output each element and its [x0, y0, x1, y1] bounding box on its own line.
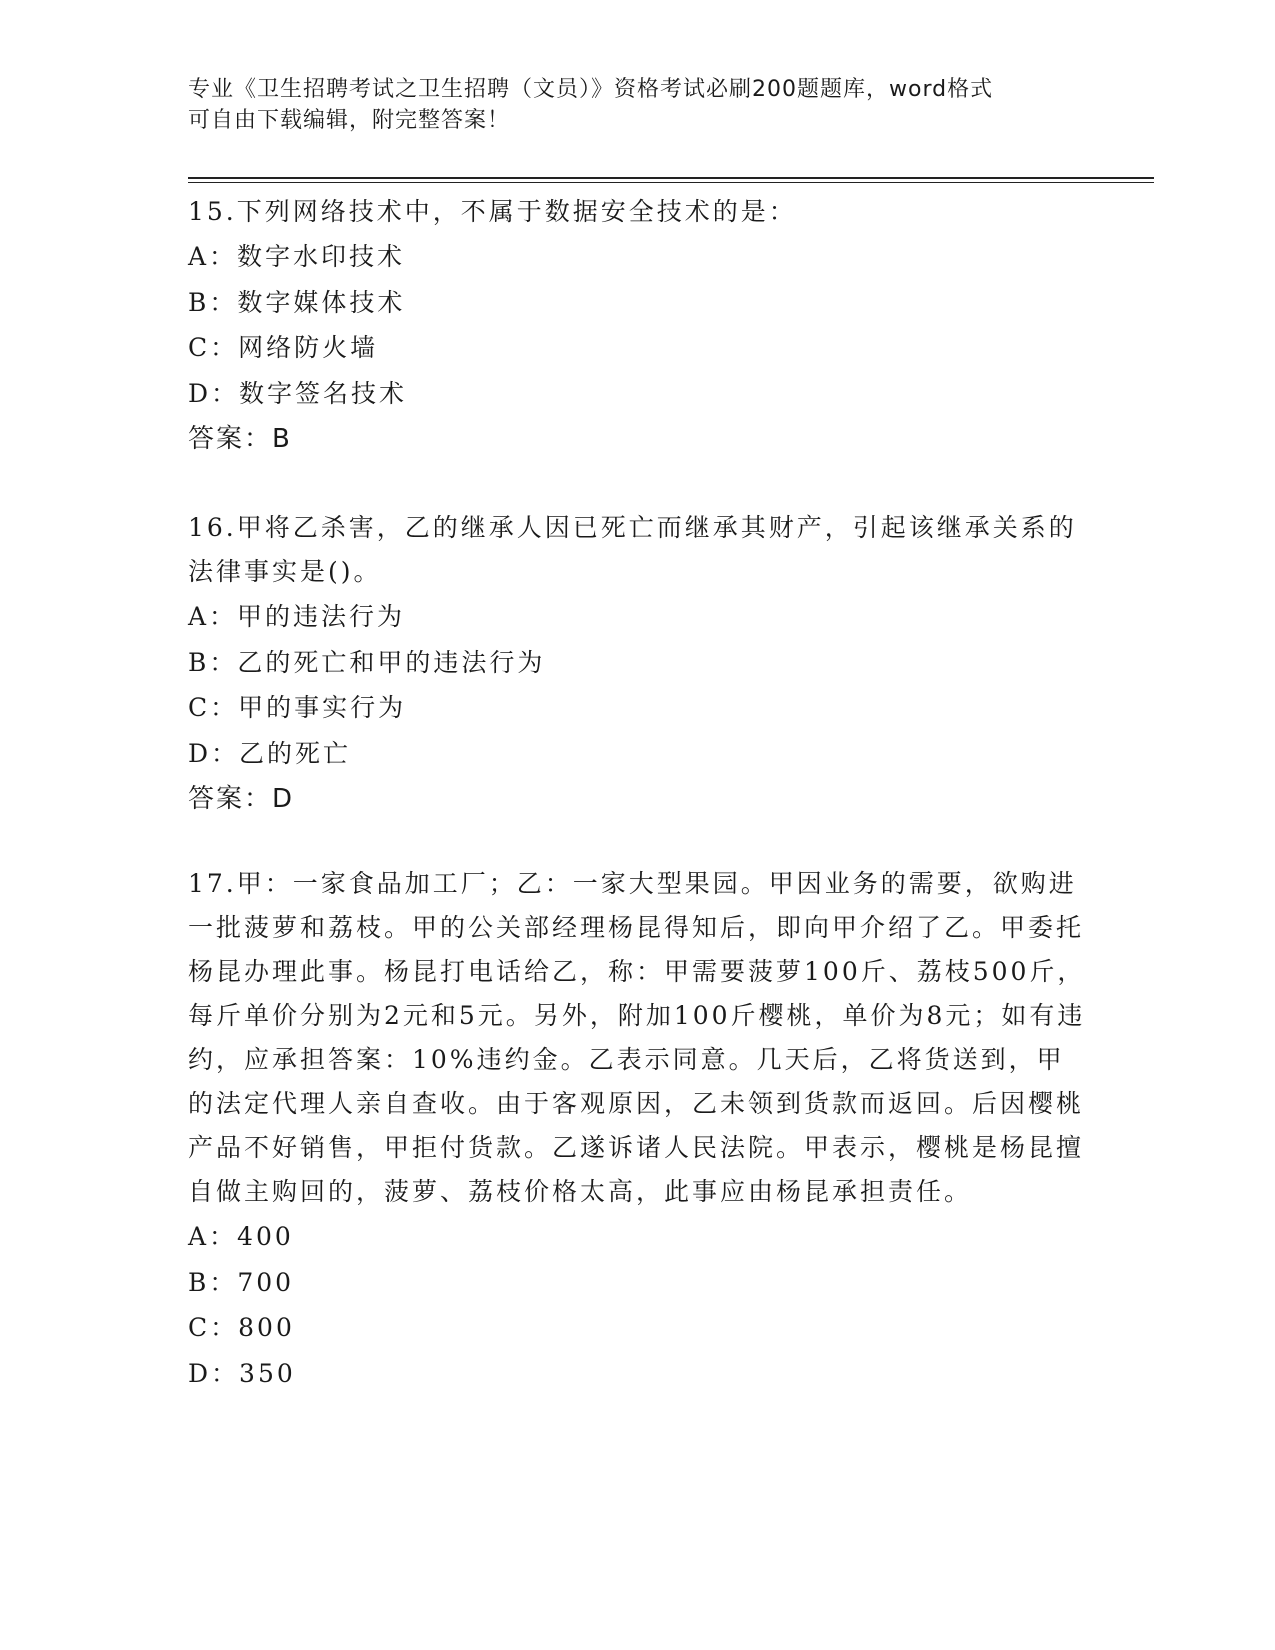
header-divider-thick [188, 177, 1154, 179]
header-line-2: 可自由下载编辑，附完整答案！ [188, 108, 511, 133]
option-b: B：700 [188, 1267, 295, 1297]
question-text: 17.甲：一家食品加工厂；乙：一家大型果园。甲因业务的需要，欲购进一批菠萝和荔枝。甲的公关部经理杨昆得知后，即向甲介绍了乙。甲委托杨昆办理此事。杨昆打电话给乙，称：甲需要菠萝100斤、荔枝500斤，每斤单价分别为2元和5元。另外，附加100斤樱桃，单价为8元；如有违约，应承担答案：10%违约金。乙表示同意。几天后，乙将货送到，甲的法定代理人亲自查收。由于客观原因，乙未领到货款而返回。后因樱桃产品不好销售，甲拒付货款。乙遂诉诸人民法院。甲表示，樱桃是杨昆擅自做主购回的，菠萝、荔枝价格太高，此事应由杨昆承担责任。 [188, 869, 1086, 1206]
answer-label: 答案：B [188, 424, 292, 454]
answer-label: 答案：D [188, 784, 295, 814]
question-list [188, 190, 1088, 1396]
question-spacer [188, 462, 1088, 506]
option-d: D：350 [188, 1358, 296, 1388]
header-line-1: 专业《卫生招聘考试之卫生招聘（文员）》资格考试必刷200题题库，word格式 [188, 77, 994, 102]
question-15 [188, 190, 1088, 462]
header-divider-thin [188, 182, 1154, 183]
option-b: B：数字媒体技术 [188, 287, 406, 317]
question-17 [188, 862, 1088, 1396]
option-c: C：甲的事实行为 [188, 693, 407, 722]
option-a: A：甲的违法行为 [188, 602, 406, 631]
question-text: 16.甲将乙杀害，乙的继承人因已死亡而继承其财产，引起该继承关系的法律事实是()。 [188, 513, 1077, 586]
question-text: 15.下列网络技术中，不属于数据安全技术的是： [188, 197, 797, 226]
option-d: D：乙的死亡 [188, 738, 352, 768]
option-a: A：数字水印技术 [188, 242, 406, 271]
question-16 [188, 506, 1088, 822]
question-spacer [188, 822, 1088, 862]
option-b: B：乙的死亡和甲的违法行为 [188, 647, 546, 677]
option-a: A：400 [188, 1222, 294, 1251]
option-d: D：数字签名技术 [188, 378, 408, 408]
option-c: C：800 [188, 1313, 295, 1342]
document-header [188, 74, 1088, 136]
option-c: C：网络防火墙 [188, 333, 379, 362]
